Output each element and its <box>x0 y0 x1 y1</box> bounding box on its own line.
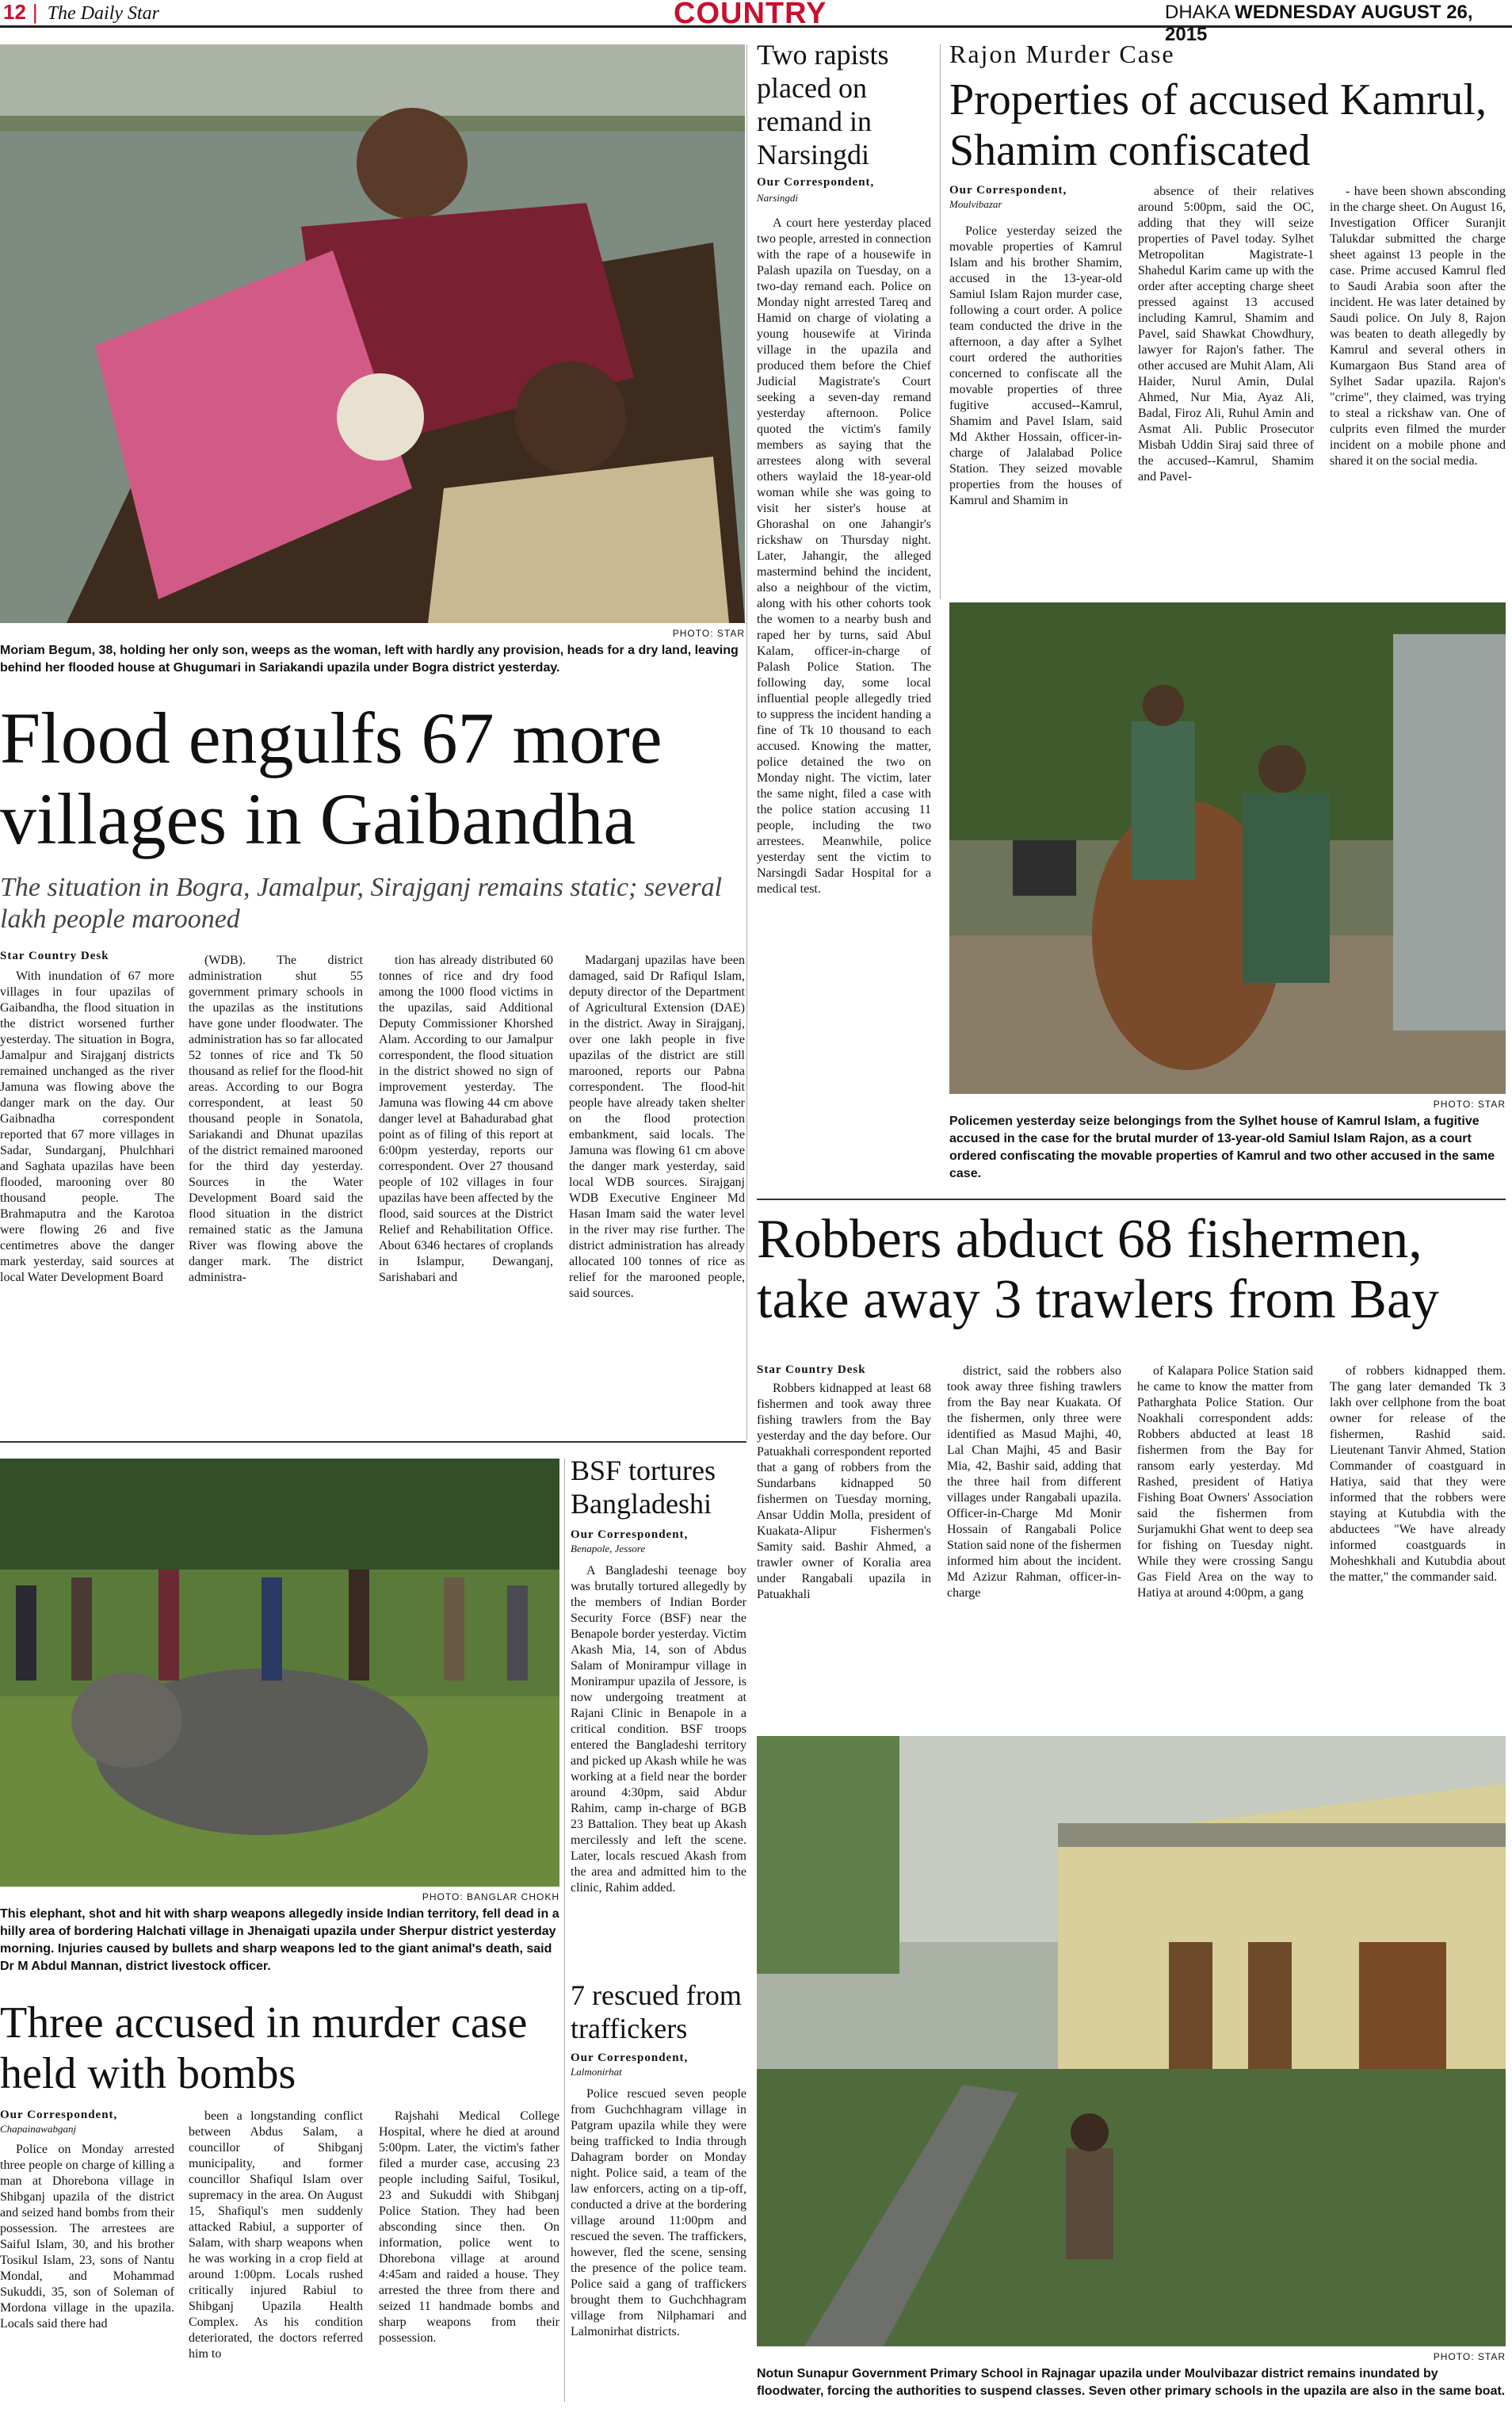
headline: Three accused in murder case held with bombs <box>0 1998 528 2098</box>
headline: Robbers abduct 68 fishermen, take away 3 trawlers from Bay <box>757 1209 1440 1330</box>
paragraph: A Bangladeshi teenage boy was brutally tortured allegedly by the members of Indian Border Security Force (BSF) near the Benapole border yesterday. Victim Akash Mia, 14, son of Abdus Salam of Monirampur village in Monirampur upazila of Jessore, is now undergoing treatment at Rajani Clinic in Benapole in a critical condition. BSF troops entered the Bangladeshi territory and picked up Akash while he was working at a field near the border around 4:30pm, said Abdur Rahim, camp in-charge of BGB 23 Battalion. They beat up Akash mercilessly and left the scene. Later, locals rescued Akash from the area and admitted him to the clinic, Rahim added. <box>571 1564 746 1895</box>
section-rule <box>0 1441 746 1443</box>
paragraph: absence of their relatives around 5:00pm, said the OC, adding that they will seize properties of Pavel today. Sylhet Metropolitan Magistrate-1 Shahedul Karim came up with the order after accepting charge sheet pressed against 13 accused including Kamrul, Shamim and Pavel, said Shawkat Chowdhury, lawyer for Rajon's father. The other accused are Muhit Alam, Ali Haider, Nurul Amin, Dulal Ahmed, Nur Mia, Ayaz Ali, Badal, Firoz Ali, Ruhul Amin and Asmat Ali. Public Prosecutor Misbah Uddin Siraj said three of the accused--Kamrul, Shamim and Pavel- <box>1138 185 1314 484</box>
story-column <box>571 2086 746 2403</box>
city-name: DHAKA <box>1165 2 1230 23</box>
paragraph: Robbers kidnapped at least 68 fishermen and took away three fishing trawlers from the Bay yesterday and the day before. Our Patuakhali correspondent reported that a gang of robbers from the Sundarbans kidnapped 50 fishermen on Tuesday morning, Ansar Uddin Molla, president of Kuakata-Alipur Fishermen's Samity said. Bashir Ahmed, a trawler owner of Koralia area under Rangabali upazila in Patuakhali <box>757 1382 931 1601</box>
byline: Star Country Desk <box>0 950 109 962</box>
paragraph: Police on Monday arrested three people on charge of killing a man at Dhorebona village in Shibganj upazila of the district and seized hand bombs from their possession. The arrestees are Saiful Islam, 30, and his brother Tosikul Islam, 23, sons of Nantu Mondal, and Mohammad Sukuddi, 35, son of Soleman of Mordona village in the upazila. Locals said there had <box>0 2143 174 2331</box>
paragraph: (WDB). The district administration shut 55 government primary schools in the upazilas as the institutions have gone under floodwater. The administration has so far allocated 52 tonnes of rice and Tk 50 thousand as relief for the flood-hit areas. According to our Bogra correspondent, at least 50 thousand people in Sonatola, Sariakandi and Dhunat upazilas of the district remained marooned for the third day yesterday. Sources in the Water Development Board said the flood situation in the district remained static as the Jamuna River was flowing above the danger mark. The district administra- <box>189 954 363 1284</box>
headline: BSF tortures Bangladeshi <box>571 1455 716 1520</box>
paragraph: Rajshahi Medical College Hospital, where he died at around 5:00pm. Later, the victim's father filed a murder case, accusing 23 people including Saiful, Tosikul, 23 and Sukuddi with Shibganj Police Station. They had been absconding since then. On information, police went to Dhorebona village at around 4:45am and raided a house. They arrested the three from there and seized 11 handmade bombs and sharp weapons from their possession. <box>379 2109 559 2345</box>
column-divider <box>564 1459 565 2402</box>
paragraph: Police rescued seven people from Guchchhagram village in Patgram upazila while they were being trafficked to India through Dahagram border on Monday night. Police said, a team of the law enforcers, acting on a tip-off, conducted a drive at the bordering village around 11:00pm and rescued the seven. The traffickers, however, fled the scene, sensing the presence of the police team. Police said a gang of traffickers brought them to Guchchhagram village from Nilphamari and Lalmonirhat districts. <box>571 2087 746 2338</box>
story-column <box>189 2109 363 2403</box>
story-column <box>0 2142 174 2403</box>
paper-name: The Daily Star <box>47 3 160 24</box>
page-header-left: 12 | The Daily Star <box>3 0 160 24</box>
paragraph: With inundation of 67 more villages in four upazilas of Gaibandha, the flood situation in the district worsened further yesterday. The situation in Bogra, Jamalpur and Sirajganj districts remained unchanged as the river Jamuna was flowing above the danger mark on the day. Our Gaibnadha correspondent reported that 67 more villages in Sadar, Sundarganj, Phulchhari and Saghata upazilas have been flooded, marooning over 80 thousand people. The Brahmaputra and the Karotoa were flowing 26 and five centimetres above the danger mark yesterday, said sources at local Water Development Board <box>0 969 174 1284</box>
section-title: COUNTRY <box>674 0 827 30</box>
story-column <box>947 1363 1121 1722</box>
byline: Our Correspondent, <box>571 2051 689 2064</box>
paragraph: Police yesterday seized the movable properties of Kamrul Islam and his brother Shamim, accused in the 13-year-old Samiul Islam Rajon murder case, following a court order. A police team conducted the drive in the afternoon, a day after a Sylhet court ordered the authorities concerned to confiscate all the movable properties of three fugitive accused--Kamrul, Shamim and Pavel Islam, said Md Akther Hossain, officer-in-charge of Jalalabad Police Station. They seized movable properties from the houses of Kamrul and Shamim in <box>949 224 1122 507</box>
dateline: Benapole, Jessore <box>571 1543 646 1554</box>
byline: Star Country Desk <box>757 1363 866 1376</box>
column-divider <box>940 44 941 599</box>
paragraph: been a longstanding conflict between Abdus Salam, a councillor of Shibganj municipality, and former councillor Shafiqul Islam over supremacy in the area. On August 15, Shafiqul's men suddenly attacked Rabiul, a supporter of Salam, with sharp weapons when he was working in a crop field at around 1:00pm. Locals rushed critically injured Rabiul to Shibganj Upazila Health Complex. As his condition deteriorated, the doctors referred him to <box>189 2109 363 2361</box>
headline: 7 rescued from traffickers <box>571 1979 742 2044</box>
dateline: Lalmonirhat <box>571 2066 622 2078</box>
dateline: Moulvibazar <box>949 198 1002 210</box>
issue-date: WEDNESDAY AUGUST 26, 2015 <box>1165 2 1473 45</box>
story-column <box>1330 184 1506 588</box>
photo-caption: Notun Sunapur Government Primary School in Rajnagar upazila under Moulvibazar district remains inundated by floodwater, forcing the authorities to suspend classes. Seven other primary schools in the upazila are also in the same boat. <box>757 2367 1506 2398</box>
story-column <box>949 224 1122 588</box>
story-column <box>1330 1363 1506 1722</box>
page-number: 12 <box>3 0 26 24</box>
story-column <box>569 953 745 1431</box>
column-divider <box>746 44 747 1440</box>
headline: Flood engulfs 67 more villages in Gaibandha <box>0 698 662 859</box>
story-column <box>189 953 363 1431</box>
dateline: Narsingdi <box>757 192 799 204</box>
story-column <box>571 1563 746 1975</box>
paragraph: A court here yesterday placed two people, arrested in connection with the rape of a housewife in Palash upazila on Tuesday, on a two-day remand each. Police on Monday night arrested Tareq and Hamid on charge of violating a young housewife at Virinda village in the upazila and produced them before the Chief Judicial Magistrate's Court seeking a seven-day remand yesterday afternoon. Police quoted the victim's family members as saying that the arrestees along with several others waylaid the 18-year-old woman while she was going to visit her sister's house at Ghorashal on one Jahangir's rickshaw on Thursday night. Later, Jahangir, the alleged mastermind behind the incident, also a neighbour of the victim, along with his other cohorts took the women to a nearby bush and raped her by turns, said Abul Kalam, officer-in-charge of Palash Police Station. The following day, some local influential people allegedly tried to suppress the incident handing a fine of Tk 10 thousand to each accused. Knowing the matter, police detained the two on Monday night. The victim, later the same night, filed a case with the police station accusing 11 people, including the two arrestees. Meanwhile, police yesterday sent the victim to Narsingdi Sadar Hospital for a medical test. <box>757 216 931 896</box>
paragraph: district, said the robbers also took away three fishing trawlers from the Bay near Kuakata. Of the fishermen, only three were identified as Masud Majhi, 40, Lal Chan Majhi, 45 and Basir Mia, 42, Bashir said, adding that the three hail from different villages under Rangabali upazila. Officer-in-Charge Md Monir Hossain of Rangabali Police Station said none of the fishermen informed him about the incident. Md Azizur Rahman, officer-in-charge <box>947 1364 1121 1600</box>
flood-photo <box>0 44 745 623</box>
paragraph: of robbers kidnapped them. The gang later demanded Tk 3 lakh over cellphone from the boat owner for release of the fishermen, Rashid said. Lieutenant Tanvir Ahmed, Station Commander of coastguard in Hatiya, said that they were informed that the robbers were staying at Kutubdia with the abductees "We have already informed coastguards in Moheshkhali and Kutubdia about the matter," the commander said. <box>1330 1364 1506 1584</box>
school-photo <box>757 1736 1506 2346</box>
story-column <box>757 1381 931 1722</box>
paragraph: of Kalapara Police Station said he came to know the matter from Patharghata Police Station. Our Noakhali correspondent adds: Robbers abducted at least 18 fishermen from the Bay for ransom early yesterday. Md Rashed, president of Hatiya Fishing Boat Owners' Association said the fishermen from Surjamukhi Ghat went to deep sea for fishing on Tuesday night. While they were crossing Sangu Gas Field Area on the way to Hatiya at around 4:00pm, a gang <box>1137 1364 1313 1600</box>
photo-credit: PHOTO: STAR <box>672 628 745 639</box>
story-column <box>1138 184 1314 588</box>
photo-caption: Moriam Begum, 38, holding her only son, weeps as the woman, left with hardly any provision, heads for a dry land, leaving behind her flooded house at Ghugumari in Sariakandi upazila under Bogra district yesterday. <box>0 644 739 675</box>
headline: Properties of accused Kamrul, Shamim confiscated <box>949 75 1487 175</box>
byline: Our Correspondent, <box>949 184 1067 197</box>
photo-credit: PHOTO: STAR <box>1433 2351 1506 2362</box>
photo-credit: PHOTO: STAR <box>1433 1099 1506 1110</box>
byline: Our Correspondent, <box>571 1528 689 1541</box>
kicker: Rajon Murder Case <box>949 40 1175 68</box>
elephant-photo <box>0 1459 559 1887</box>
photo-caption: This elephant, shot and hit with sharp weapons allegedly inside Indian territory, fell dead in a hilly area of bordering Halchati village in Jhenaigati upazila under Sherpur district yesterday morning. Injuries caused by bullets and sharp weapons led to the giant animal's death, said Dr M Abdul Mannan, district livestock officer. <box>0 1907 559 1973</box>
story-column <box>0 969 174 1431</box>
deck: The situation in Bogra, Jamalpur, Sirajganj remains static; several lakh people marooned <box>0 873 723 934</box>
story-column <box>379 953 553 1431</box>
paragraph: tion has already distributed 60 tonnes of rice and dry food among the 1000 flood victims in the upazilas, said Additional Deputy Commissioner Khorshed Alam. According to our Jamalpur correspondent, the flood situation in the district showed no sign of improvement yesterday. The Jamuna was flowing 44 cm above danger level at Bahadurabad ghat point as of filing of this report at 6:00pm yesterday, reports our correspondent. Over 27 thousand people of 102 villages in four upazilas have been affected by the flood, said sources at the District Relief and Rehabilitation Office. About 6346 hectares of croplands in Islampur, Dewanganj, Sarishabari and <box>379 954 553 1284</box>
section-rule <box>757 1199 1506 1200</box>
paragraph: Madarganj upazilas have been damaged, said Dr Rafiqul Islam, deputy director of the Department of Agricultural Extension (DAE) in the district. Away in Sirajganj, over one lakh people in five upazilas of the district are still marooned, reports our Pabna correspondent. The flood-hit people have already taken shelter on the flood protection embankment, said locals. The Jamuna was flowing 61 cm above the danger mark yesterday, said local WDB sources. Sirajganj WDB Executive Engineer Md Hasan Imam said the water level in the river may rise further. The district administration has already allocated 100 tonnes of rice as relief for the marooned people, said sources. <box>569 954 745 1300</box>
police-photo <box>949 602 1506 1094</box>
byline: Our Correspondent, <box>757 176 875 189</box>
dateline: Chapainawabganj <box>0 2123 77 2135</box>
story-column <box>379 2109 559 2403</box>
headline: Two rapists placed on remand in Narsingdi <box>757 39 889 170</box>
photo-caption: Policemen yesterday seize belongings from the Sylhet house of Kamrul Islam, a fugitive accused in the case for the brutal murder of 13-year-old Samiul Islam Rajon, as a court ordered confiscating the movable properties of Kamrul and two other accused in the same case. <box>949 1115 1495 1180</box>
byline: Our Correspondent, <box>0 2109 118 2121</box>
paragraph: - have been shown absconding in the charge sheet. On August 16, Investigation Officer Suranjit Talukdar submitted the charge sheet against 13 people in the case. Prime accused Kamrul fled to Saudi Arabia soon after the incident. He was later detained by Saudi police. On July 8, Rajon was beaten to death allegedly by Kamrul and several others in Kumargaon Bus Stand area of Sylhet Sadar upazila. Rajon's "crime", they claimed, was trying to steal a rickshaw van. One of culprits even filmed the murder incident on a mobile phone and shared it on the social media. <box>1330 185 1506 468</box>
photo-credit: PHOTO: BANGLAR CHOKH <box>422 1891 559 1902</box>
story-column <box>1137 1363 1313 1722</box>
